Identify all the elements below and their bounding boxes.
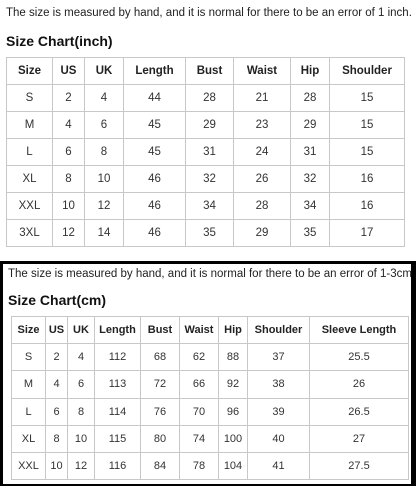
table-cell: 62 — [180, 344, 219, 371]
table-cell: 16 — [330, 193, 405, 220]
table-cell: 38 — [248, 371, 310, 398]
cm-size-chart-panel — [3, 264, 411, 484]
table-cell: 31 — [186, 139, 234, 166]
table-cell: 28 — [234, 193, 291, 220]
table-cell: 15 — [330, 139, 405, 166]
table-cell: 112 — [95, 344, 141, 371]
table-cell: XXL — [7, 193, 53, 220]
table-header-row — [12, 317, 409, 344]
table-cell: 46 — [124, 193, 186, 220]
cm-size-table — [11, 316, 409, 480]
header-sleeve-length: Sleeve Length — [310, 317, 409, 344]
header-uk: UK — [85, 58, 124, 85]
table-row — [12, 398, 409, 425]
table-cell: 32 — [291, 166, 330, 193]
table-cell: 27 — [310, 425, 409, 452]
table-cell: 116 — [95, 452, 141, 479]
table-cell: 31 — [291, 139, 330, 166]
header-bust: Bust — [186, 58, 234, 85]
table-cell: 28 — [186, 85, 234, 112]
table-row — [12, 452, 409, 479]
table-cell: 4 — [68, 344, 95, 371]
cm-measurement-note: The size is measured by hand, and it is normal for there to be an error of 1-3cm — [8, 268, 412, 280]
table-row — [7, 220, 405, 247]
table-cell: 46 — [124, 166, 186, 193]
inch-table-body — [7, 85, 405, 247]
table-cell: 10 — [53, 193, 85, 220]
table-cell: 72 — [141, 371, 180, 398]
table-cell: 8 — [68, 398, 95, 425]
header-hip: Hip — [291, 58, 330, 85]
table-row — [12, 425, 409, 452]
header-length: Length — [124, 58, 186, 85]
table-cell: 25.5 — [310, 344, 409, 371]
table-cell: 29 — [234, 220, 291, 247]
table-cell: 26 — [310, 371, 409, 398]
table-cell: 10 — [68, 425, 95, 452]
table-cell: 2 — [46, 344, 68, 371]
table-cell: 34 — [186, 193, 234, 220]
table-cell: 88 — [219, 344, 248, 371]
header-size: Size — [7, 58, 53, 85]
table-cell: L — [12, 398, 46, 425]
table-row — [7, 112, 405, 139]
table-cell: 114 — [95, 398, 141, 425]
table-cell: 8 — [46, 425, 68, 452]
table-cell: 45 — [124, 112, 186, 139]
header-length: Length — [95, 317, 141, 344]
table-cell: 35 — [186, 220, 234, 247]
table-cell: XL — [12, 425, 46, 452]
table-cell: 44 — [124, 85, 186, 112]
table-cell: 70 — [180, 398, 219, 425]
table-cell: XXL — [12, 452, 46, 479]
table-cell: 24 — [234, 139, 291, 166]
table-cell: 66 — [180, 371, 219, 398]
table-cell: 10 — [46, 452, 68, 479]
table-cell: 74 — [180, 425, 219, 452]
table-header-row — [7, 58, 405, 85]
header-waist: Waist — [180, 317, 219, 344]
table-cell: 41 — [248, 452, 310, 479]
table-cell: 40 — [248, 425, 310, 452]
table-cell: 80 — [141, 425, 180, 452]
table-cell: 27.5 — [310, 452, 409, 479]
cm-table-body — [12, 344, 409, 480]
table-cell: 14 — [85, 220, 124, 247]
table-cell: 23 — [234, 112, 291, 139]
table-cell: XL — [7, 166, 53, 193]
header-uk: UK — [68, 317, 95, 344]
table-row — [12, 344, 409, 371]
table-cell: 100 — [219, 425, 248, 452]
table-cell: 17 — [330, 220, 405, 247]
cm-chart-title: Size Chart(cm) — [8, 292, 107, 308]
table-cell: 16 — [330, 166, 405, 193]
table-cell: 4 — [46, 371, 68, 398]
table-cell: 29 — [291, 112, 330, 139]
inch-measurement-note: The size is measured by hand, and it is normal for there to be an error of 1 inch. — [6, 7, 412, 19]
table-cell: 6 — [68, 371, 95, 398]
table-cell: 29 — [186, 112, 234, 139]
table-cell: 35 — [291, 220, 330, 247]
header-bust: Bust — [141, 317, 180, 344]
table-cell: M — [12, 371, 46, 398]
header-us: US — [53, 58, 85, 85]
table-cell: 46 — [124, 220, 186, 247]
table-row — [12, 371, 409, 398]
table-cell: 21 — [234, 85, 291, 112]
table-cell: 84 — [141, 452, 180, 479]
inch-size-table — [6, 57, 405, 247]
table-cell: 6 — [53, 139, 85, 166]
table-cell: 6 — [85, 112, 124, 139]
table-cell: 78 — [180, 452, 219, 479]
table-cell: 15 — [330, 85, 405, 112]
table-row — [7, 166, 405, 193]
table-cell: 92 — [219, 371, 248, 398]
header-hip: Hip — [219, 317, 248, 344]
table-cell: 113 — [95, 371, 141, 398]
table-cell: 4 — [85, 85, 124, 112]
table-cell: M — [7, 112, 53, 139]
table-cell: S — [12, 344, 46, 371]
table-cell: 32 — [186, 166, 234, 193]
table-cell: 26 — [234, 166, 291, 193]
header-shoulder: Shoulder — [330, 58, 405, 85]
table-cell: 96 — [219, 398, 248, 425]
table-cell: 8 — [85, 139, 124, 166]
table-cell: 39 — [248, 398, 310, 425]
table-cell: 45 — [124, 139, 186, 166]
table-cell: 76 — [141, 398, 180, 425]
table-row — [7, 139, 405, 166]
table-cell: L — [7, 139, 53, 166]
header-waist: Waist — [234, 58, 291, 85]
table-cell: 10 — [85, 166, 124, 193]
header-size: Size — [12, 317, 46, 344]
table-cell: 2 — [53, 85, 85, 112]
table-cell: 12 — [53, 220, 85, 247]
table-cell: 3XL — [7, 220, 53, 247]
table-row — [7, 193, 405, 220]
table-cell: 15 — [330, 112, 405, 139]
table-row — [7, 85, 405, 112]
header-shoulder: Shoulder — [248, 317, 310, 344]
table-cell: 68 — [141, 344, 180, 371]
table-cell: 4 — [53, 112, 85, 139]
inch-chart-title: Size Chart(inch) — [6, 33, 113, 49]
table-cell: 28 — [291, 85, 330, 112]
table-cell: 115 — [95, 425, 141, 452]
header-us: US — [46, 317, 68, 344]
table-cell: S — [7, 85, 53, 112]
table-cell: 12 — [85, 193, 124, 220]
table-cell: 104 — [219, 452, 248, 479]
table-cell: 8 — [53, 166, 85, 193]
table-cell: 26.5 — [310, 398, 409, 425]
table-cell: 6 — [46, 398, 68, 425]
table-cell: 37 — [248, 344, 310, 371]
table-cell: 12 — [68, 452, 95, 479]
table-cell: 34 — [291, 193, 330, 220]
